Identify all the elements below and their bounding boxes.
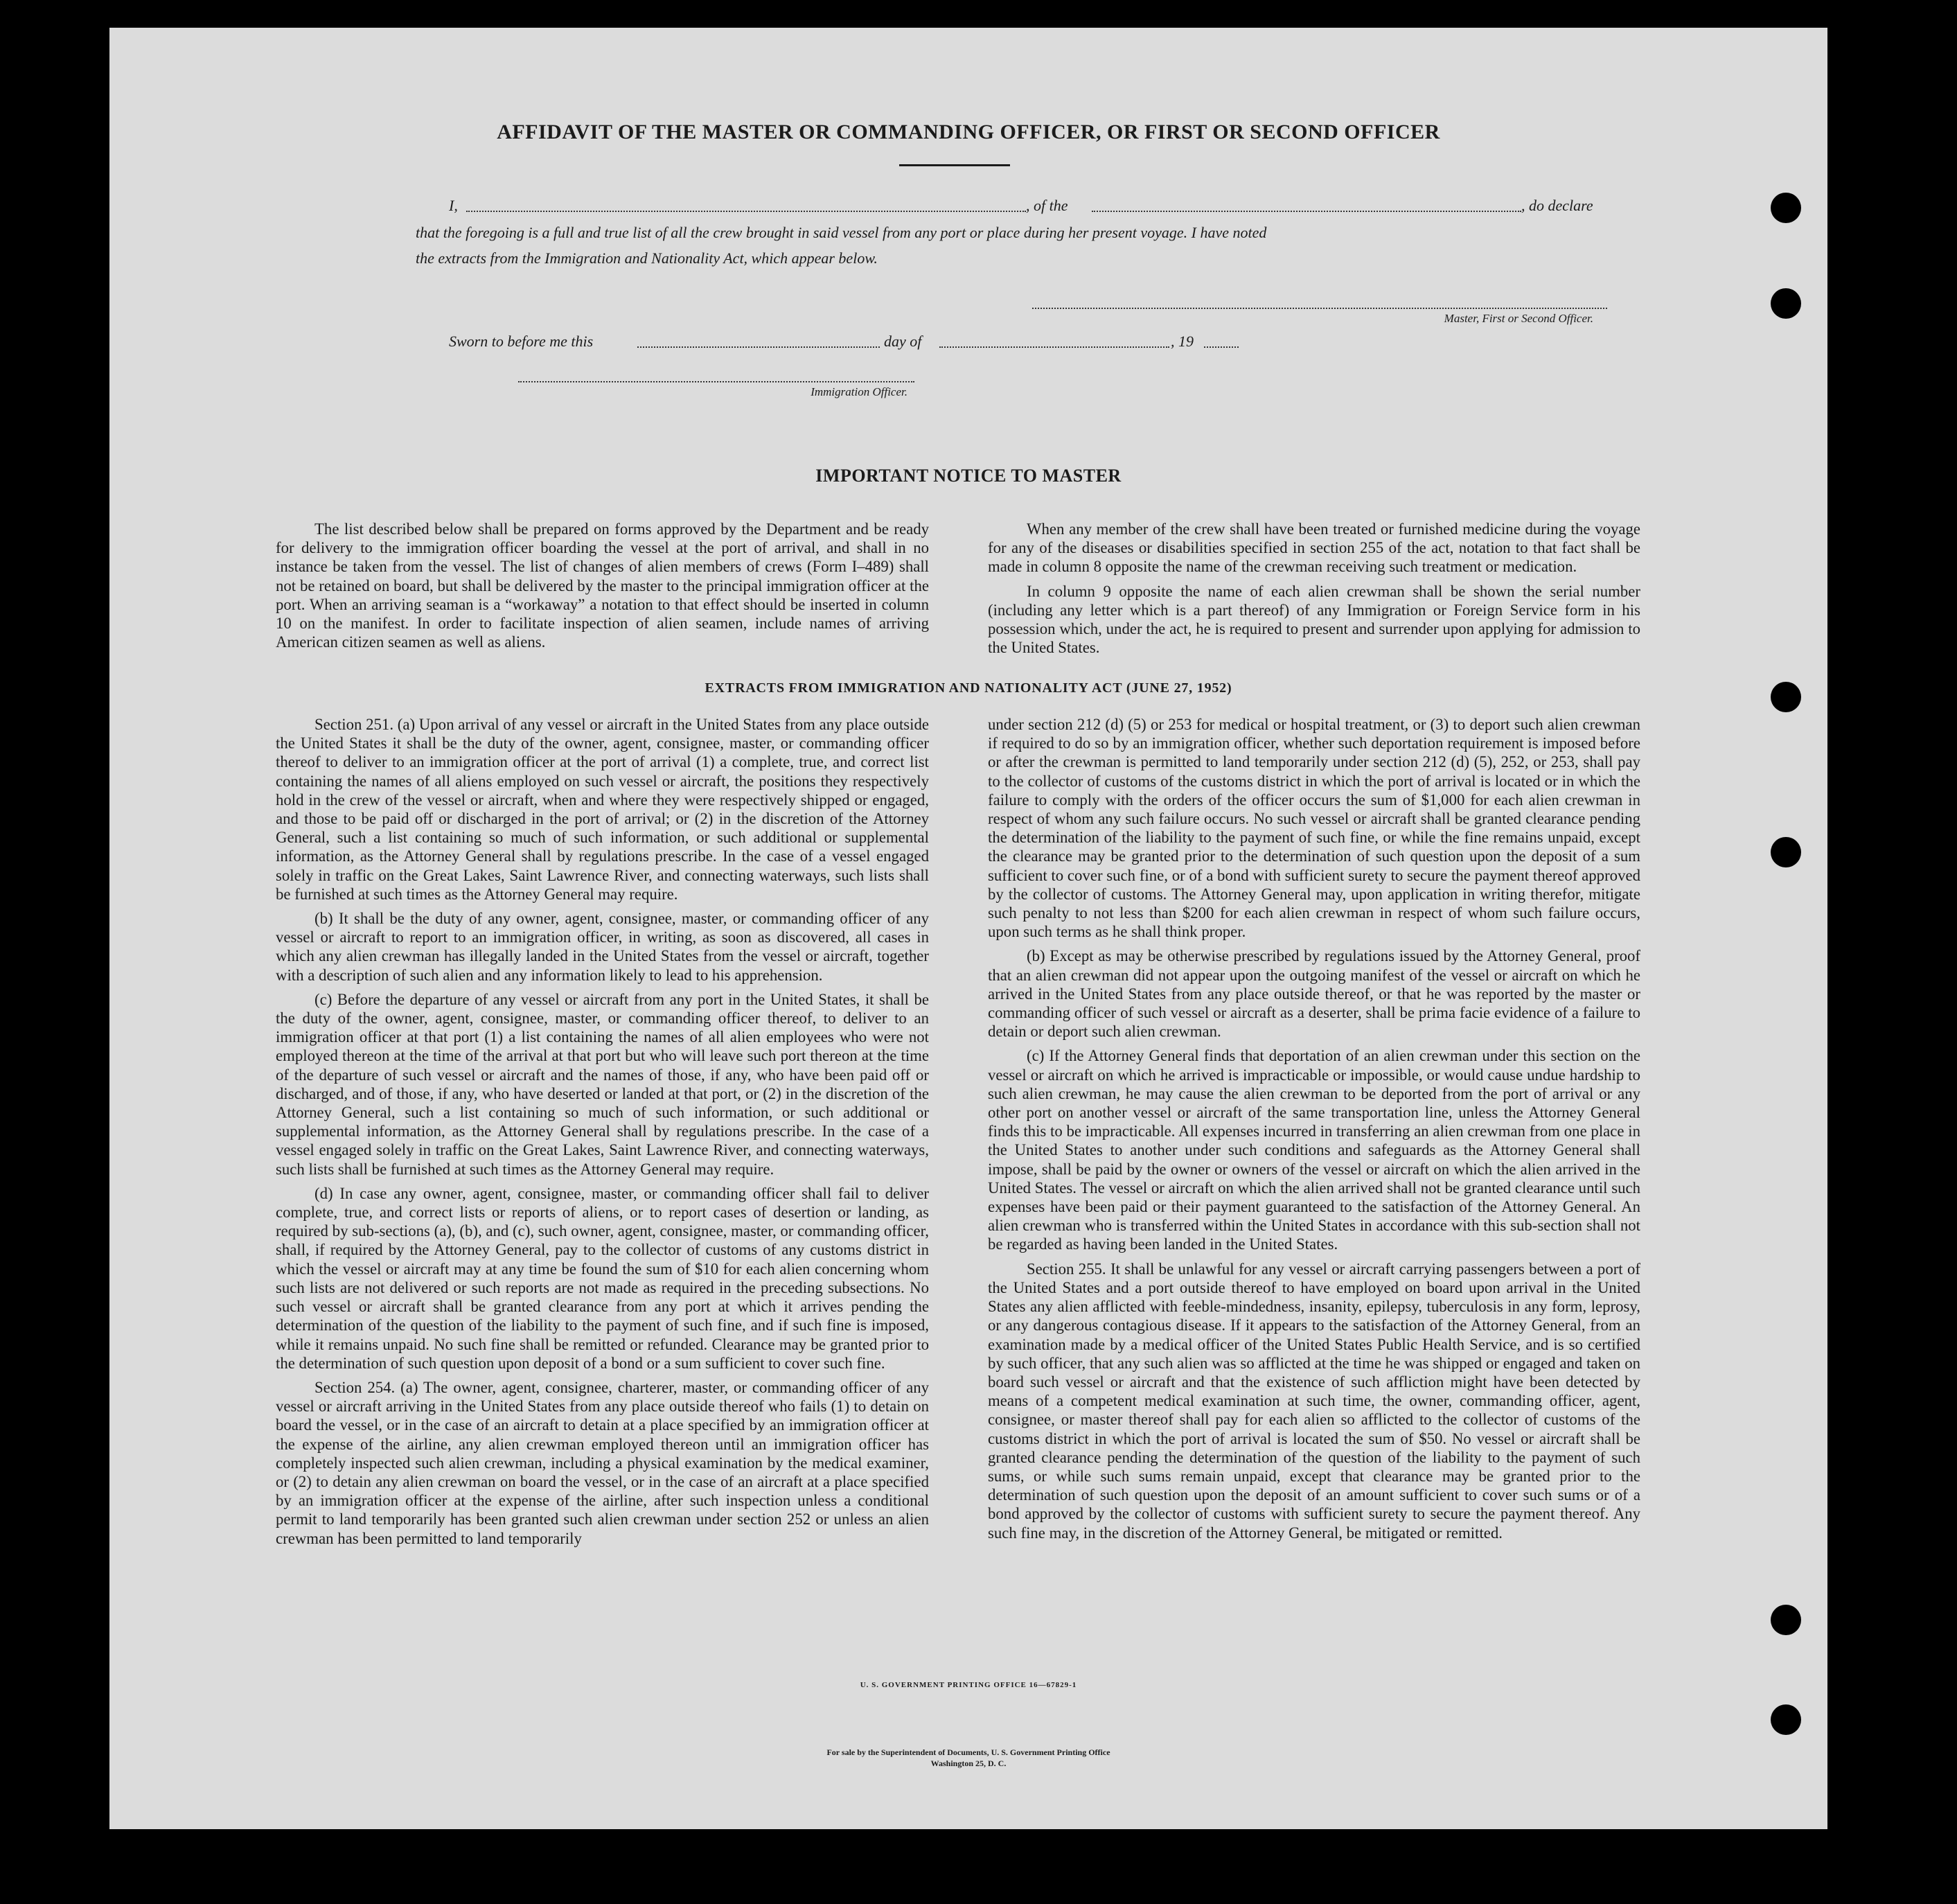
immigration-officer-signature-field[interactable] [518, 381, 914, 382]
vessel-field[interactable] [1092, 211, 1521, 212]
notice-title: IMPORTANT NOTICE TO MASTER [815, 466, 1122, 486]
section-251-d: (d) In case any owner, agent, consignee, master, or commanding officer shall fail to deliver complete, true, and correct lists or reports of aliens, or to report cases of desertion or landing, as required by sub-sections (a), (b), and (c), such owner, agent, consignee, master, or commanding officer, shall, if required by the Attorney General, pay to the collector of customs of any customs district in which the vessel or aircraft may at any time be found the sum of $10 for each alien concerning whom such lists are not delivered or such reports are not made as required in the preceding subsections. No such vessel or aircraft shall be granted clearance from any port at which it arrives pending the determination of the question of the liability to the payment of such fine, and if such fine is imposed, while it remains unpaid. No such fine shall be remitted or refunded. Clearance may be granted prior to the determination of such question upon deposit of a bond or a sum sufficient to cover such fine. [276, 1184, 929, 1372]
affidavit-title: AFFIDAVIT OF THE MASTER OR COMMANDING OFFICER, OR FIRST OR SECOND OFFICER [497, 121, 1440, 143]
notice-left-paragraph: The list described below shall be prepared on forms approved by the Department and be ready for delivery to the immigration officer boarding the vessel at the port of arrival, and shall in no instance be taken from the vessel. The list of changes of alien members of crews (Form I–489) shall not be retained on board, but shall be delivered by the master to the principal immigration officer at the port. When an arriving seaman is a “workaway” a notation to that effect should be inserted in column 10 on the manifest. In order to facilitate inspection of alien seamen, include names of arriving American citizen seamen as well as aliens. [276, 520, 929, 651]
affidavit-declare-label: , do declare [1521, 197, 1593, 214]
year-label: , 19 [1171, 333, 1194, 350]
immigration-officer-label: Immigration Officer. [811, 385, 907, 398]
section-255: Section 255. It shall be unlawful for any vessel or aircraft carrying passengers between a port of the United States and a port outside thereof to have employed on board upon arrival in the United States any alien afflicted with feeble-mindedness, insanity, epilepsy, tuberculosis in any form, leprosy, or any dangerous contagious disease. If it appears to the satisfaction of the Attorney General, from an examination made by a medical officer of the United States Public Health Service, and is so certified by such officer, that any such alien was so afflicted at the time he was shipped or engaged and taken on board such vessel or aircraft and that the existence of such affliction might have been detected by means of a competent medical examination at such time, the owner, commanding officer, agent, consignee, or master thereof shall pay for each alien so afflicted to the collector of customs of the customs district in which the port of arrival is located the sum of $50. No vessel or aircraft shall be granted clearance pending the determination of the question of the liability to the payment of such sums, or while such sums remain unpaid, except that clearance may be granted prior to the determination of such question upon the deposit of an amount sufficient to cover such sums or of a bond approved by the collector of customs with sufficient surety to secure the payment thereof. Any such fine may, in the discretion of the Attorney General, be mitigated or remitted. [988, 1260, 1640, 1542]
affidavit-i-label: I, [449, 197, 458, 214]
affidavit-of-the-label: , of the [1026, 197, 1068, 214]
sale-notice-line-2: Washington 25, D. C. [930, 1758, 1007, 1768]
section-251-b: (b) It shall be the duty of any owner, agent, consignee, master, or commanding officer of any vessel or aircraft to report to an immigration officer, in writing, as soon as discovered, all cases in which any alien crewman has illegally landed in the United States from the vessel or aircraft, together with a description of such alien and any information likely to lead to his apprehension. [276, 910, 929, 984]
printer-imprint: U. S. GOVERNMENT PRINTING OFFICE 16—67829-1 [860, 1681, 1077, 1689]
day-of-label: day of [884, 333, 922, 350]
master-signature-label: Master, First or Second Officer. [1444, 312, 1593, 325]
name-field[interactable] [466, 211, 1026, 212]
section-254-c: (c) If the Attorney General finds that deportation of an alien crewman under this section on the vessel or aircraft on which he arrived is impracticable or impossible, or would cause undue hardship to such alien crewman, he may cause the alien crewman to be deported from the port of arrival or any other port on another vessel or aircraft of the same transportation line, unless the Attorney General finds this to be impracticable. All expenses incurred in transferring an alien crewman from one place in the United States to another under such conditions and safeguards as the Attorney General shall impose, shall be paid by the owner or owners of the vessel or aircraft on which the alien arrived in the United States. The vessel or aircraft on which the alien arrived shall not be granted clearance until such expenses have been paid or their payment guaranteed to the satisfaction of the Attorney General. An alien crewman who is transferred within the United States in accordance with this sub-section shall not be regarded as having been landed in the United States. [988, 1047, 1640, 1253]
section-254-b: (b) Except as may be otherwise prescribed by regulations issued by the Attorney General, proof that an alien crewman did not appear upon the outgoing manifest of the vessel or aircraft on which he arrived in the United States from any place outside thereof, or that he was reported by the master or commanding officer of such vessel or aircraft as a deserter, shall be prima facie evidence of a failure to detain or deport such alien crewman. [988, 947, 1640, 1041]
sworn-day-field[interactable] [637, 346, 880, 348]
affidavit-line-2: that the foregoing is a full and true list of all the crew brought in said vessel from any port or place during her present voyage. I have noted [416, 224, 1267, 241]
section-254-a-continued: under section 212 (d) (5) or 253 for medical or hospital treatment, or (3) to deport such alien crewman if required to do so by an immigration officer, whether such deportation requirement is imposed before or after the crewman is permitted to land temporarily under section 212 (d) (5), 252, or 253, shall pay to the collector of customs of the customs district in which the port of arrival is located or in which the failure to comply with the orders of the officer occurs the sum of $1,000 for each alien crewman in respect of whom any such failure occurs. No such vessel or aircraft shall be granted clearance pending the determination of the liability to the payment of such fine, or while the fine remains unpaid, except the clearance may be granted prior to the determination of such question upon the deposit of a sum sufficient to cover such fine, or of a bond with sufficient surety to secure the payment thereof approved by the collector of customs. The Attorney General may, upon application in writing therefor, mitigate such penalty to not less than $200 for each alien crewman in respect of whom such failure occurs, upon such terms as he shall think proper. [988, 716, 1640, 941]
document-page [109, 28, 1827, 1829]
section-251-c: (c) Before the departure of any vessel or aircraft from any port in the United States, it shall be the duty of the owner, agent, consignee, master, or commanding officer thereof, to deliver to an immigration officer at that port (1) a list containing the names of all alien employees who were not employed thereon at the time of the arrival at that port but who will leave such port thereon at the time of the departure of such vessel or aircraft and the names of those, if any, who have been paid off or discharged, and of those, if any, who have deserted or landed at that port, or (2) in the discretion of the Attorney General, such a list containing so much of such information, or such additional or supplemental information, as the Attorney General shall by regulations prescribe. In the case of a vessel engaged solely in traffic on the Great Lakes, Saint Lawrence River, and connecting waterways, such lists shall be furnished at such times as the Attorney General may require. [276, 990, 929, 1178]
extracts-left-column [276, 715, 929, 1553]
punch-hole [1771, 1605, 1801, 1635]
notice-right-paragraph-2: In column 9 opposite the name of each alien crewman shall be shown the serial number (including any letter which is a part thereof) of any Immigration or Foreign Service form in his possession which, under the act, he is required to present and surrender upon applying for admission to the United States. [988, 582, 1640, 657]
section-254-a: Section 254. (a) The owner, agent, consignee, charterer, master, or commanding officer of any vessel or aircraft arriving in the United States from any place outside thereof who fails (1) to detain on board the vessel, or in the case of an aircraft to detain at a place specified by an immigration officer at the expense of the airline, any alien crewman employed thereon until an immigration officer has completely inspected such alien crewman, including a physical examination by the medical examiner, or (2) to detain any alien crewman on board the vessel, or in the case of an aircraft at a place specified by an immigration officer at the expense of the airline, after such inspection unless a conditional permit to land temporarily has been granted such alien crewman under section 252 or unless an alien crewman has been permitted to land temporarily [276, 1378, 929, 1547]
torn-corner [1827, 76, 1945, 159]
affidavit-line-3: the extracts from the Immigration and Nationality Act, which appear below. [416, 249, 878, 267]
notice-left-column [276, 520, 929, 657]
title-rule [899, 164, 1010, 166]
sale-notice-line-1: For sale by the Superintendent of Documents, U. S. Government Printing Office [826, 1747, 1110, 1757]
sworn-year-field[interactable] [1204, 346, 1239, 348]
punch-hole [1771, 288, 1801, 319]
sworn-month-field[interactable] [939, 346, 1169, 348]
sworn-label: Sworn to before me this [449, 333, 594, 350]
notice-right-column [988, 520, 1640, 662]
punch-hole [1771, 837, 1801, 867]
punch-hole [1771, 1704, 1801, 1735]
extracts-right-column [988, 715, 1640, 1548]
notice-right-paragraph-1: When any member of the crew shall have been treated or furnished medicine during the voyage for any of the diseases or disabilities specified in section 255 of the act, notation to that fact shall be made in column 8 opposite the name of the crewman receiving such treatment or medication. [988, 520, 1640, 576]
master-signature-field[interactable] [1032, 308, 1607, 309]
extracts-title: EXTRACTS FROM IMMIGRATION AND NATIONALITY ACT (JUNE 27, 1952) [705, 680, 1232, 696]
section-251-a: Section 251. (a) Upon arrival of any vessel or aircraft in the United States from any place outside the United States it shall be the duty of the owner, agent, consignee, master, or commanding officer thereof to deliver to an immigration officer at the port of arrival (1) a complete, true, and correct list containing the names of all aliens employed on such vessel or aircraft, the positions they respectively hold in the crew of the vessel or aircraft, when and where they were respectively shipped or engaged, and those to be paid off or discharged in the port of arrival; or (2) in the discretion of the Attorney General, such a list containing so much of such information, or such additional or supplemental information, as the Attorney General shall by regulations prescribe. In the case of a vessel engaged solely in traffic on the Great Lakes, Saint Lawrence River, and connecting waterways, such lists shall be furnished at such times as the Attorney General may require. [276, 716, 929, 903]
punch-hole [1771, 193, 1801, 223]
